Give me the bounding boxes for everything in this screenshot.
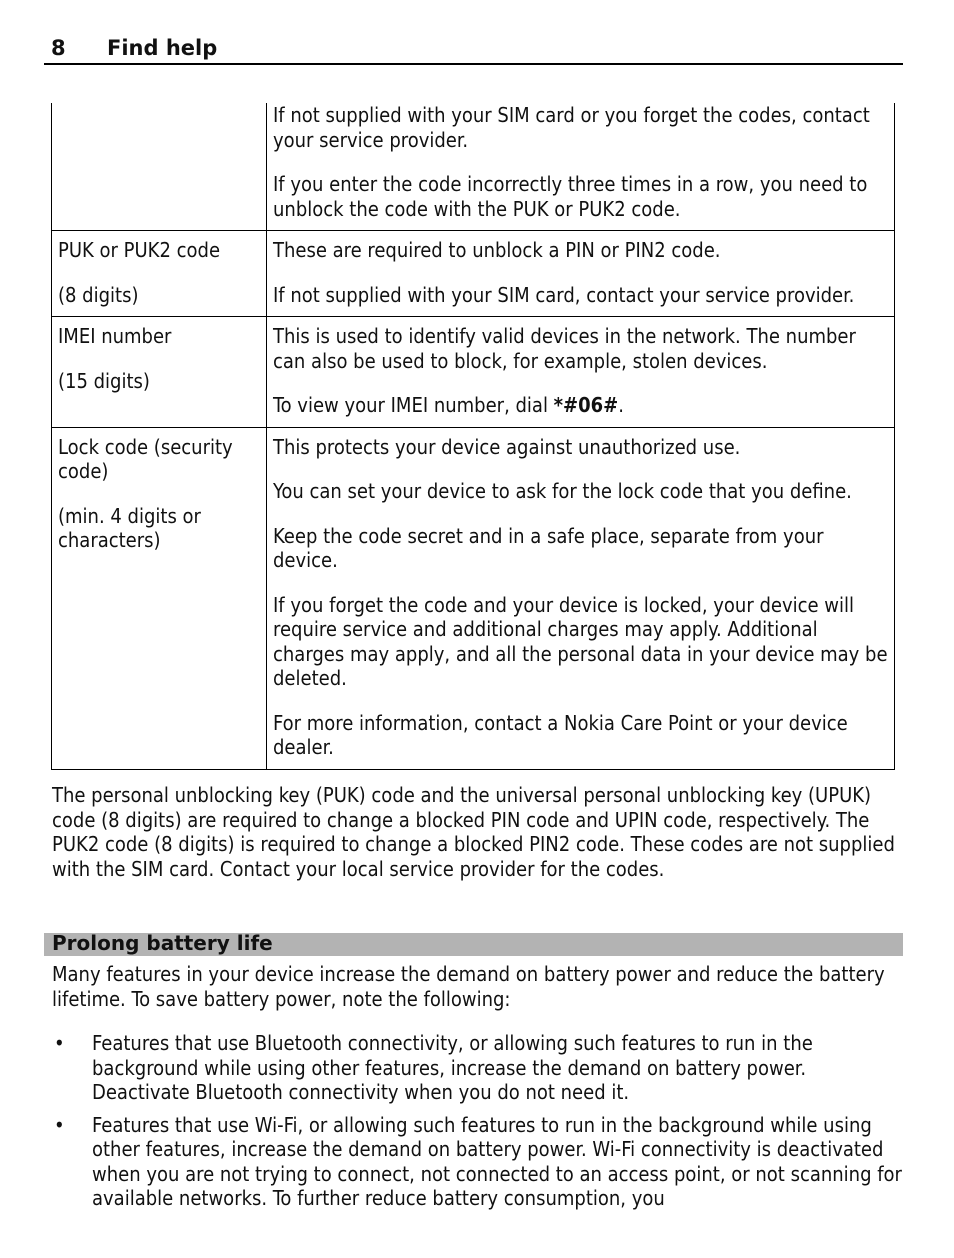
code-name: PUK or PUK2 code	[58, 238, 221, 262]
description-paragraph: You can set your device to ask for the lock code that you define.	[273, 479, 852, 503]
imei-dial-prefix: To view your IMEI number, dial	[273, 393, 554, 417]
access-codes-table	[51, 103, 895, 770]
code-name: Lock code (security code)	[58, 434, 233, 483]
description-paragraph: If not supplied with your SIM card or you forget the codes, contact your service provider.	[273, 103, 870, 152]
description-paragraph: Keep the code secret and in a safe place, separate from your device.	[273, 523, 824, 572]
battery-intro: Many features in your device increase the demand on battery power and reduce the battery lifetime. To save battery power, note the following:	[52, 962, 885, 1011]
description-cell	[267, 317, 895, 428]
table-row	[52, 317, 895, 428]
code-length: (15 digits)	[58, 368, 150, 393]
bullet-icon: •	[54, 1031, 65, 1055]
description-cell	[267, 231, 895, 317]
list-item-text: Features that use Bluetooth connectivity, or allowing such features to run in the background while using other features, increase the demand on battery power. Deactivate Bluetooth connectivity when you do not need it.	[92, 1031, 813, 1104]
page-header-title: Find help	[107, 36, 218, 60]
code-cell	[52, 317, 267, 428]
puk-paragraph: The personal unblocking key (PUK) code and the universal personal unblocking key (UPUK) code (8 digits) are required to change a blocked PIN code and UPIN code, respectively. The PUK2 code (8 digits) is required to change a blocked PIN2 code. These codes are not supplied with the SIM card. Contact your local service provider for the codes.	[52, 783, 895, 881]
table-row	[52, 427, 895, 769]
battery-tips-list	[52, 1031, 902, 1219]
bullet-icon: •	[54, 1112, 65, 1137]
code-length: (min. 4 digits or characters)	[58, 503, 201, 552]
description-cell	[267, 103, 895, 231]
code-cell	[52, 231, 267, 317]
code-length: (8 digits)	[58, 282, 139, 307]
imei-dial-instruction	[273, 373, 889, 418]
page-number: 8	[51, 36, 66, 60]
page-header	[44, 34, 903, 65]
imei-dial-code: *#06#	[553, 393, 619, 417]
description-paragraph: If you forget the code and your device is locked, your device will require service and additional charges may apply. Additional charges may apply, and all the personal data in your device may be deleted.	[273, 592, 888, 690]
list-item-text: Features that use Wi-Fi, or allowing such features to run in the background while using other features, increase the demand on battery power. Wi-Fi connectivity is deactivated when you are not trying to connect, not connected to an access point, or not scanning for available networks. To further reduce battery consumption, you	[92, 1112, 902, 1210]
description-paragraph: These are required to unblock a PIN or PIN2 code.	[273, 238, 721, 262]
table-row	[52, 231, 895, 317]
code-cell	[52, 103, 267, 231]
description-paragraph: For more information, contact a Nokia Care Point or your device dealer.	[273, 710, 848, 759]
code-name: IMEI number	[58, 324, 172, 348]
description-paragraph: If you enter the code incorrectly three times in a row, you need to unblock the code with the PUK or PUK2 code.	[273, 172, 868, 221]
list-item	[52, 1113, 902, 1211]
section-title: Prolong battery life	[52, 931, 273, 955]
list-item	[52, 1031, 902, 1105]
description-cell	[267, 427, 895, 769]
description-paragraph: This is used to identify valid devices in the network. The number can also be used to block, for example, stolen devices.	[273, 324, 856, 373]
description-paragraph: If not supplied with your SIM card, contact your service provider.	[273, 282, 855, 307]
imei-dial-suffix: .	[618, 393, 624, 417]
table-row	[52, 103, 895, 231]
description-paragraph: This protects your device against unauthorized use.	[273, 434, 741, 459]
section-heading-bar	[44, 933, 903, 956]
code-cell	[52, 427, 267, 769]
